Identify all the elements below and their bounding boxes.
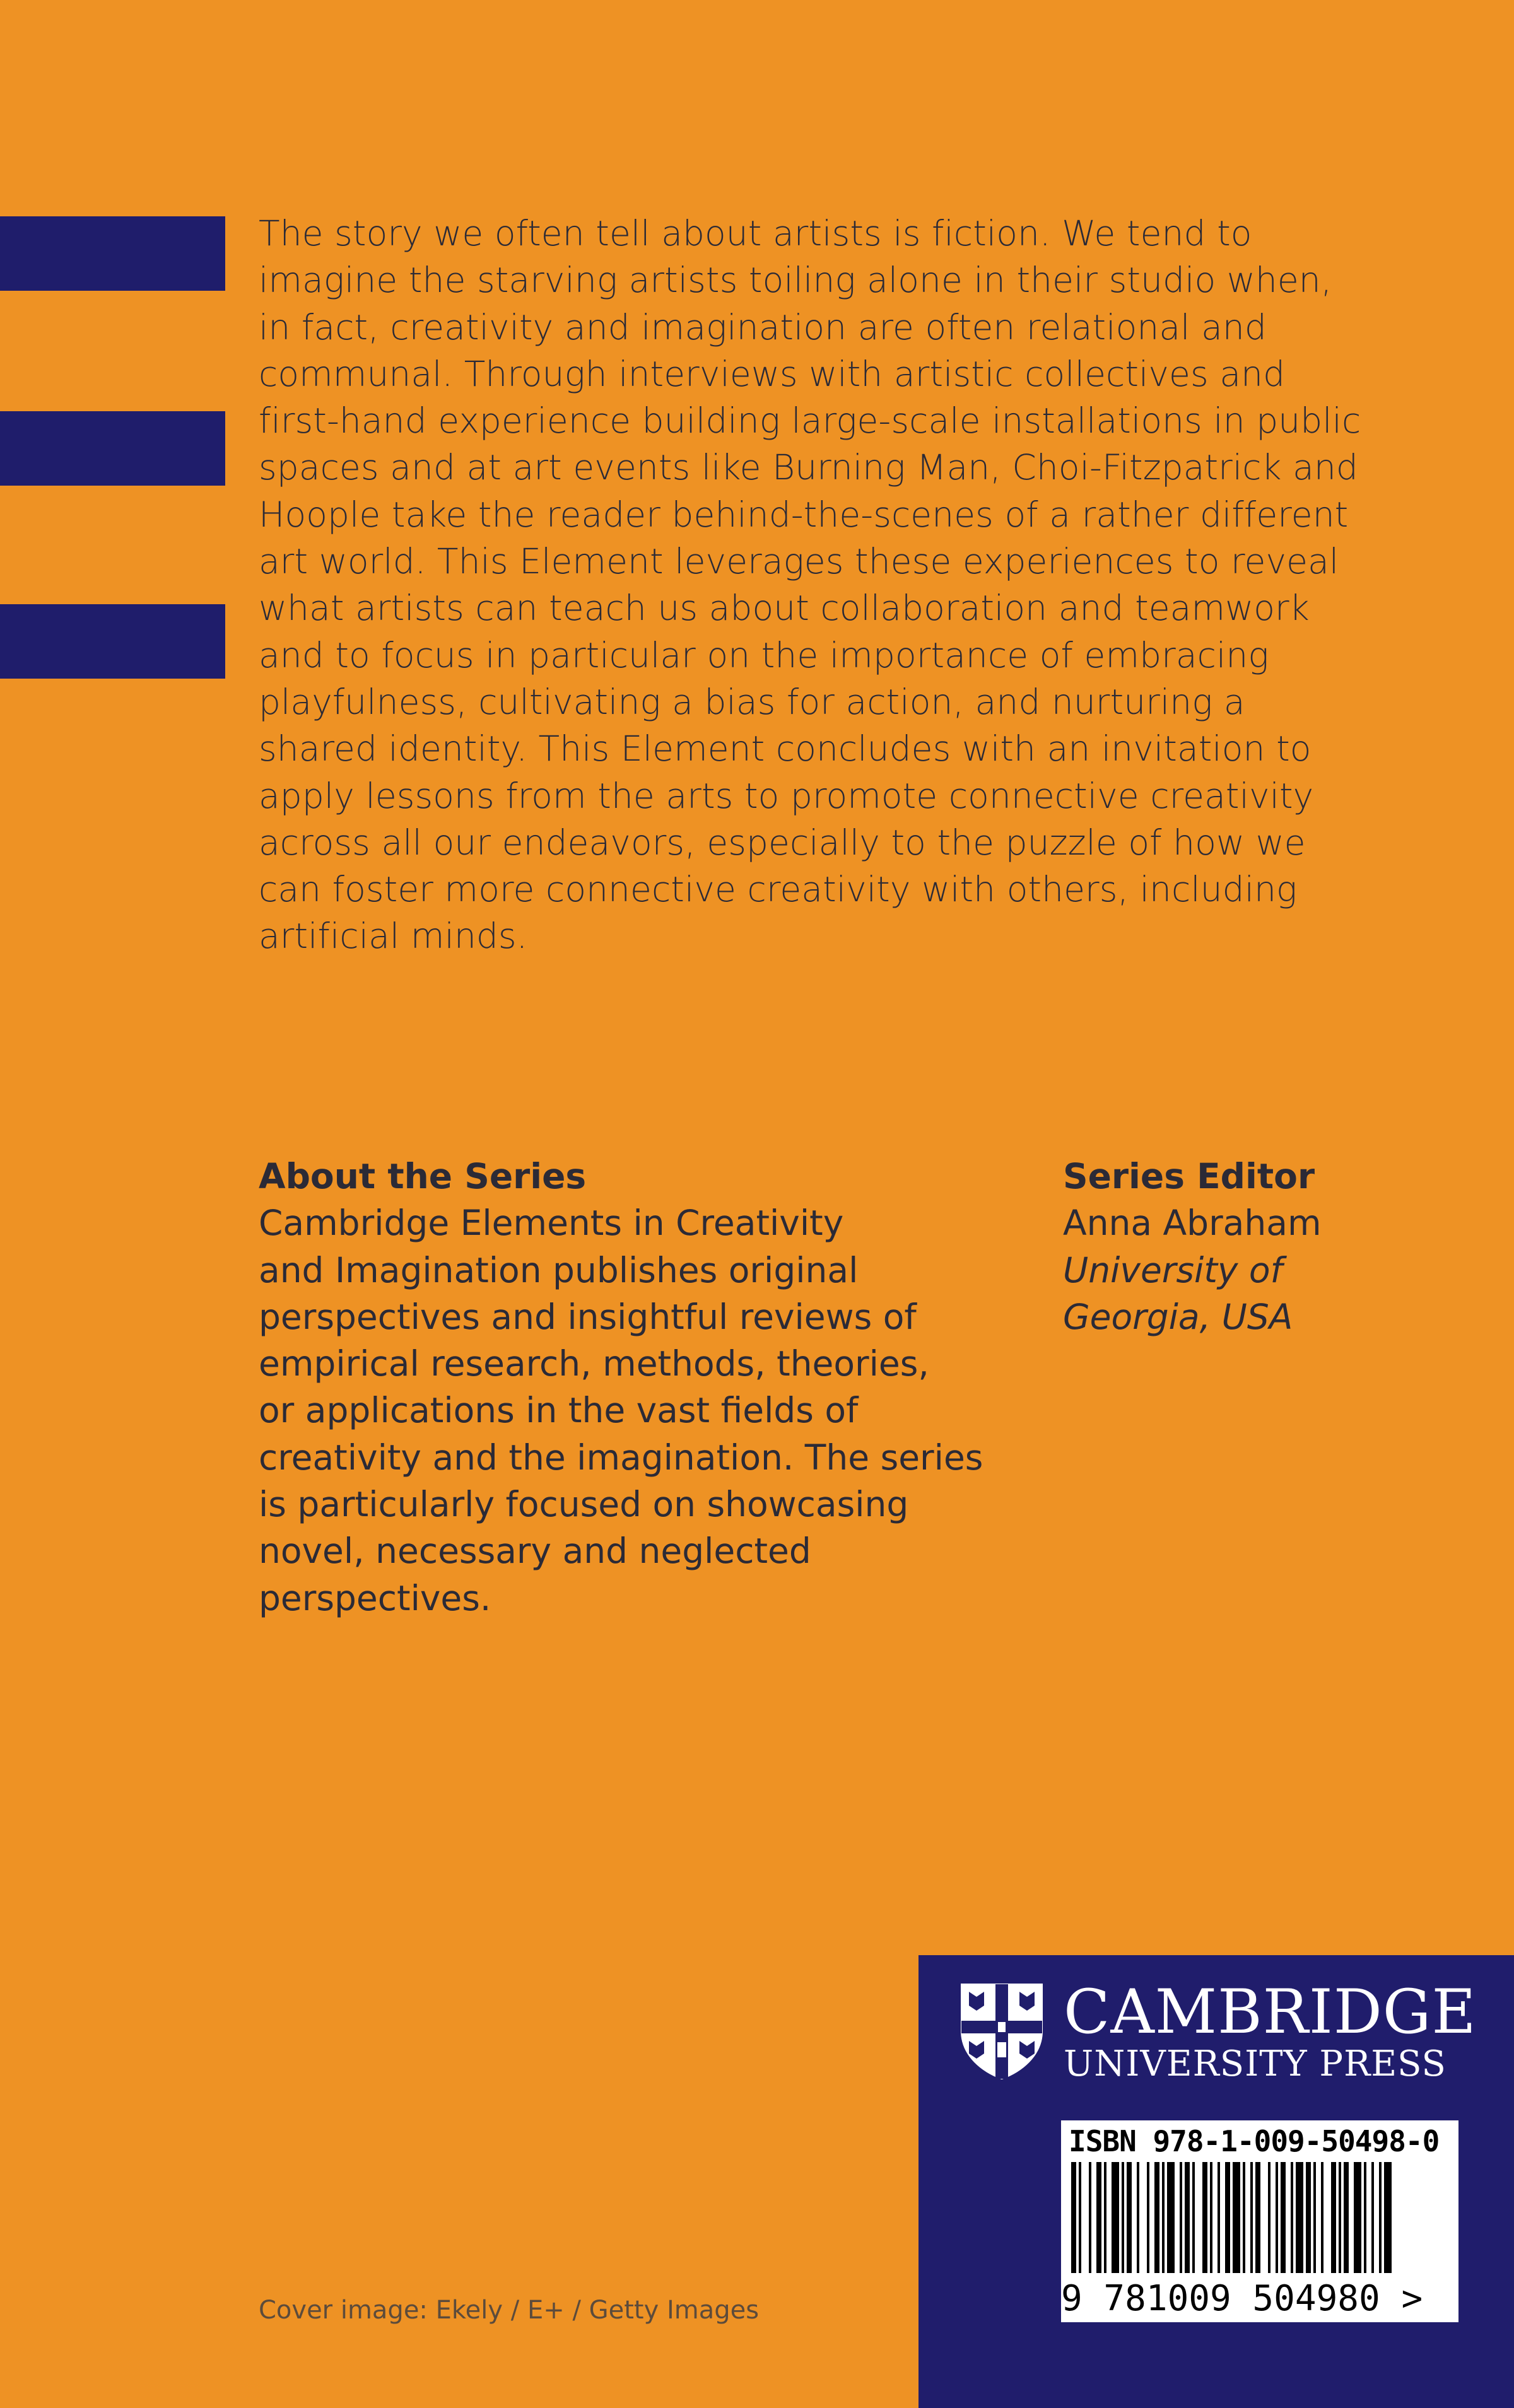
barcode-bar [1364, 2162, 1366, 2273]
blurb-line: and to focus in particular on the importance of embracing [259, 634, 1269, 675]
barcode-digits: 9 781009 504980 > [1061, 2278, 1423, 2319]
decorative-bar-bottom [0, 604, 225, 679]
about-series-section [259, 1153, 1016, 1622]
series-editor-section [1063, 1153, 1441, 1340]
series-editor-affiliation: University of [1063, 1249, 1282, 1290]
barcode-bar [1180, 2162, 1182, 2273]
blurb-line: apply lessons from the arts to promote connective creativity [259, 775, 1314, 816]
blurb-line: art world. This Element leverages these experiences to reveal [259, 541, 1339, 582]
barcode-bar [1162, 2162, 1165, 2273]
about-series-line: novel, necessary and neglected [259, 1531, 811, 1572]
blurb-line: Hoople take the reader behind-the-scenes of a rather different [259, 494, 1349, 535]
blurb-line: what artists can teach us about collaboration and teamwork [259, 588, 1310, 629]
barcode-bar [1104, 2162, 1106, 2273]
barcode-bar [1255, 2162, 1260, 2273]
about-series-heading: About the Series [259, 1156, 587, 1196]
barcode-bar [1185, 2162, 1190, 2273]
blurb-line: shared identity. This Element concludes with an invitation to [259, 728, 1312, 769]
about-series-line: is particularly focused on showcasing [259, 1484, 909, 1525]
about-series-line: perspectives and insightful reviews of [259, 1296, 917, 1337]
barcode-bar [1296, 2162, 1303, 2273]
blurb-line: in fact, creativity and imagination are often relational and [259, 307, 1267, 348]
publisher-name-line1: CAMBRIDGE [1064, 1977, 1477, 2047]
barcode-bar [1344, 2162, 1349, 2273]
barcode-bar [1112, 2162, 1119, 2273]
barcode-bar [1371, 2162, 1374, 2273]
about-series-line: perspectives. [259, 1577, 491, 1618]
barcode-bar [1137, 2162, 1139, 2273]
barcode-bar [1192, 2162, 1195, 2273]
barcode-bar [1225, 2162, 1230, 2273]
series-editor-heading: Series Editor [1063, 1156, 1315, 1196]
barcode-bar [1071, 2162, 1076, 2273]
barcode-bar [1331, 2162, 1336, 2273]
book-blurb [259, 210, 1445, 960]
about-series-line: and Imagination publishes original [259, 1249, 859, 1290]
barcode-bar [1079, 2162, 1081, 2273]
barcode-bars [1069, 2162, 1451, 2276]
barcode-bar [1379, 2162, 1382, 2273]
blurb-line: across all our endeavors, especially to the puzzle of how we [259, 822, 1306, 863]
barcode-bar [1281, 2162, 1286, 2273]
barcode-bar [1276, 2162, 1278, 2273]
blurb-line: playfulness, cultivating a bias for action, and nurturing a [259, 681, 1245, 722]
barcode-bar [1202, 2162, 1207, 2273]
blurb-line: imagine the starving artists toiling alone in their studio when, [259, 260, 1332, 301]
cover-image-credit: Cover image: Ekely / E+ / Getty Images [259, 2296, 760, 2325]
barcode-bar [1218, 2162, 1220, 2273]
barcode-bar [1127, 2162, 1132, 2273]
barcode-bar [1233, 2162, 1240, 2273]
about-series-line: empirical research, methods, theories, [259, 1343, 929, 1384]
blurb-line: The story we often tell about artists is fiction. We tend to [259, 213, 1252, 254]
barcode-bar [1268, 2162, 1270, 2273]
barcode-bar [1384, 2162, 1392, 2273]
blurb-line: communal. Through interviews with artistic collectives and [259, 353, 1286, 394]
barcode-bar [1321, 2162, 1323, 2273]
publisher-name-line2: UNIVERSITY PRESS [1064, 2043, 1447, 2084]
barcode-bar [1096, 2162, 1101, 2273]
blurb-line: can foster more connective creativity with others, including [259, 869, 1298, 910]
barcode-bar [1354, 2162, 1361, 2273]
barcode-bar [1089, 2162, 1091, 2273]
publisher-panel [918, 1955, 1514, 2408]
barcode-bar [1250, 2162, 1253, 2273]
about-series-line: or applications in the vast fields of [259, 1390, 859, 1431]
decorative-bar-top [0, 216, 225, 291]
barcode-bar [1339, 2162, 1341, 2273]
barcode-bar [1313, 2162, 1316, 2273]
publisher-name [1064, 1977, 1477, 2085]
isbn-barcode [1061, 2120, 1458, 2322]
barcode-bar [1154, 2162, 1159, 2273]
barcode-bar [1306, 2162, 1311, 2273]
barcode-bar [1243, 2162, 1245, 2273]
barcode-bar [1291, 2162, 1293, 2273]
isbn-label: ISBN 978-1-009-50498-0 [1069, 2124, 1440, 2158]
barcode-bar [1122, 2162, 1124, 2273]
series-editor-affiliation: Georgia, USA [1063, 1296, 1293, 1337]
barcode-bar [1167, 2162, 1175, 2273]
barcode-bar [1147, 2162, 1149, 2273]
about-series-line: creativity and the imagination. The series [259, 1437, 983, 1478]
blurb-line: first-hand experience building large-scale installations in public [259, 400, 1361, 441]
about-series-line: Cambridge Elements in Creativity [259, 1203, 844, 1244]
series-editor-name: Anna Abraham [1063, 1203, 1322, 1244]
barcode-bar [1210, 2162, 1212, 2273]
decorative-bar-middle [0, 411, 225, 486]
blurb-line: spaces and at art events like Burning Man, Choi-Fitzpatrick and [259, 447, 1358, 488]
blurb-line: artificial minds. [259, 916, 528, 957]
cambridge-crest-icon [958, 1980, 1046, 2081]
